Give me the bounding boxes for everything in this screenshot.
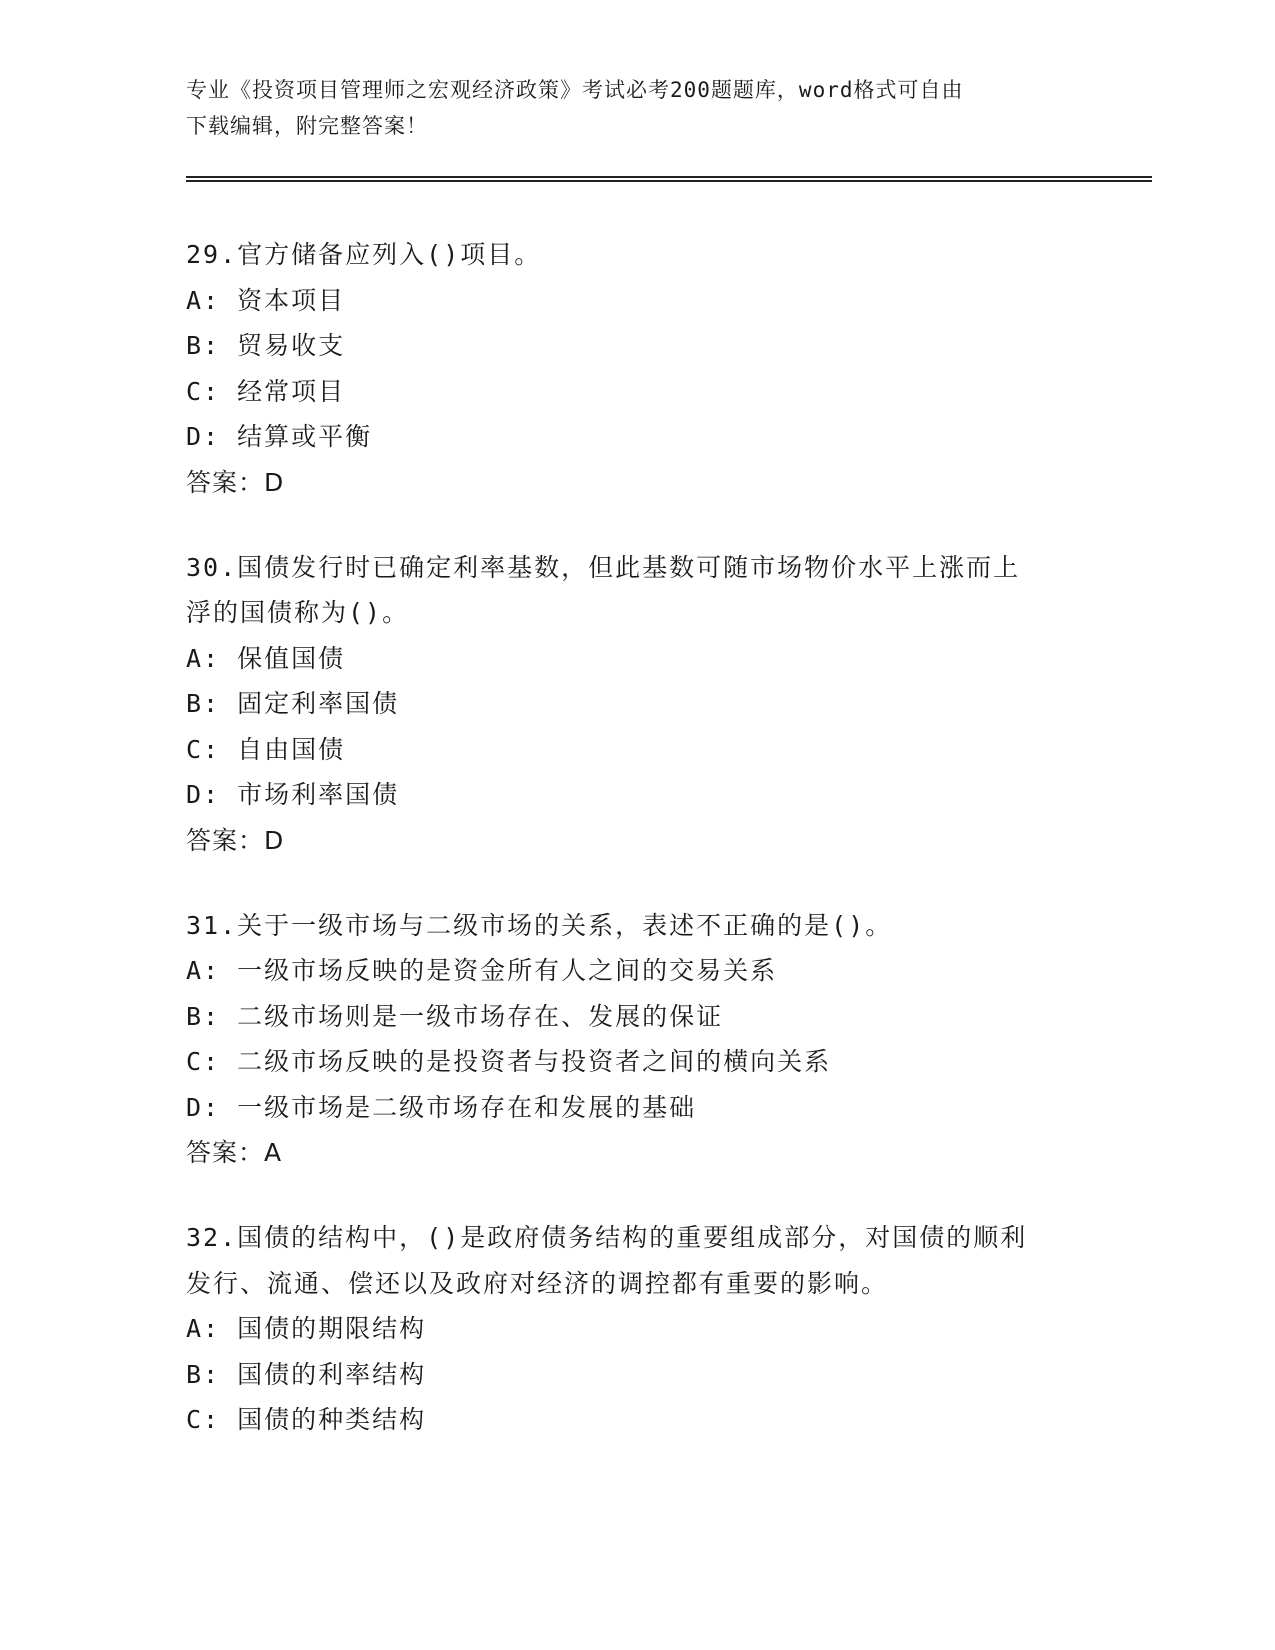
question-block xyxy=(186,232,1086,505)
header-line-1: 专业《投资项目管理师之宏观经济政策》考试必考200题题库，word格式可自由 xyxy=(186,78,964,102)
question-stem: 30.国债发行时已确定利率基数，但此基数可随市场物价水平上涨而上 xyxy=(186,552,1021,582)
answer-option: A: 保值国债 xyxy=(186,643,346,673)
answer-option: C: 二级市场反映的是投资者与投资者之间的横向关系 xyxy=(186,1047,832,1076)
question-stem: 浮的国债称为()。 xyxy=(186,598,410,627)
question-stem: 32.国债的结构中，()是政府债务结构的重要组成部分，对国债的顺利 xyxy=(186,1223,1028,1252)
answer-option: A: 一级市场反映的是资金所有人之间的交易关系 xyxy=(186,956,778,985)
header-divider xyxy=(186,176,1152,182)
answer-key: 答案：A xyxy=(186,1138,283,1167)
answer-option: B: 固定利率国债 xyxy=(186,689,400,718)
answer-option: B: 贸易收支 xyxy=(186,331,346,360)
question-list xyxy=(186,232,1086,1483)
answer-option: B: 二级市场则是一级市场存在、发展的保证 xyxy=(186,1001,724,1031)
question-block xyxy=(186,545,1086,863)
answer-key: 答案：D xyxy=(186,825,285,855)
answer-option: A: 资本项目 xyxy=(186,285,346,315)
question-block xyxy=(186,903,1086,1176)
answer-option: B: 国债的利率结构 xyxy=(186,1359,427,1389)
answer-option: C: 经常项目 xyxy=(186,376,346,406)
answer-option: D: 市场利率国债 xyxy=(186,780,400,809)
question-stem: 31.关于一级市场与二级市场的关系，表述不正确的是()。 xyxy=(186,910,893,940)
answer-option: C: 自由国债 xyxy=(186,734,346,764)
answer-option: C: 国债的种类结构 xyxy=(186,1405,427,1434)
question-stem: 29.官方储备应列入()项目。 xyxy=(186,240,542,269)
header-line-2: 下载编辑，附完整答案！ xyxy=(186,114,428,138)
answer-option: D: 结算或平衡 xyxy=(186,422,373,451)
question-block xyxy=(186,1215,1086,1443)
question-stem: 发行、流通、偿还以及政府对经济的调控都有重要的影响。 xyxy=(186,1268,889,1298)
answer-key: 答案：D xyxy=(186,467,285,497)
document-header xyxy=(186,72,1086,144)
answer-option: D: 一级市场是二级市场存在和发展的基础 xyxy=(186,1092,697,1122)
answer-option: A: 国债的期限结构 xyxy=(186,1314,427,1343)
